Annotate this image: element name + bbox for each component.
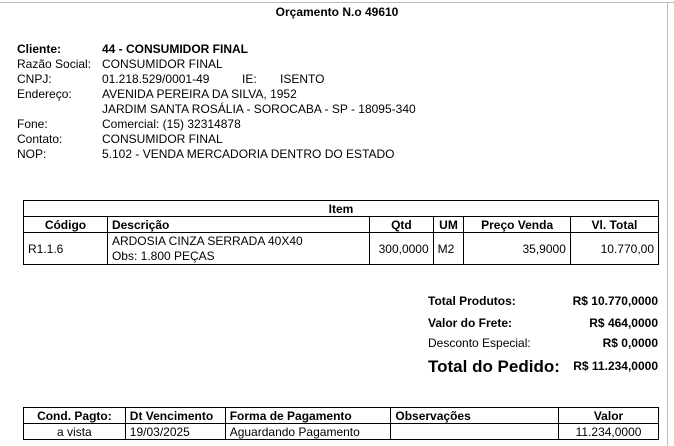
desconto-label: Desconto Especial: bbox=[428, 336, 531, 350]
total-pedido-value: R$ 11.234,0000 bbox=[573, 359, 658, 373]
ie-value: ISENTO bbox=[280, 72, 325, 86]
ie-label: IE: bbox=[242, 72, 257, 86]
total-pedido-label: Total do Pedido: bbox=[428, 357, 560, 376]
pay-venc: 19/03/2025 bbox=[125, 424, 225, 440]
razao-value: CONSUMIDOR FINAL bbox=[102, 57, 223, 71]
razao-label: Razão Social: bbox=[17, 57, 92, 71]
pay-valor: 11.234,0000 bbox=[559, 424, 659, 440]
endereco-label: Endereço: bbox=[17, 87, 72, 101]
desconto-value: R$ 0,0000 bbox=[602, 336, 658, 350]
col-descricao: Descrição bbox=[107, 217, 369, 233]
col-preco: Preço Venda bbox=[464, 217, 571, 233]
table-row bbox=[24, 233, 659, 265]
frete-row bbox=[428, 316, 658, 332]
right-border bbox=[667, 2, 668, 446]
col-um: UM bbox=[433, 217, 464, 233]
endereco-line2: JARDIM SANTA ROSÁLIA - SOROCABA - SP - 18095-340 bbox=[102, 102, 416, 116]
cliente-value: 44 - CONSUMIDOR FINAL bbox=[102, 42, 249, 56]
item-preco: 35,9000 bbox=[464, 233, 571, 265]
item-um: M2 bbox=[433, 233, 464, 265]
col-codigo: Código bbox=[24, 217, 108, 233]
item-descricao-cell bbox=[107, 233, 369, 265]
nop-label: NOP: bbox=[17, 147, 47, 161]
endereco-line1: AVENIDA PEREIRA DA SILVA, 1952 bbox=[102, 87, 297, 101]
table-row bbox=[24, 424, 659, 440]
pay-obs bbox=[391, 424, 559, 440]
items-group-header: Item bbox=[24, 201, 659, 217]
payment-table bbox=[23, 407, 659, 440]
col-total: Vl. Total bbox=[570, 217, 658, 233]
item-total: 10.770,00 bbox=[570, 233, 658, 265]
top-border bbox=[0, 2, 674, 3]
item-qtd: 300,0000 bbox=[370, 233, 434, 265]
cnpj-value: 01.218.529/0001-49 bbox=[102, 72, 210, 86]
items-table bbox=[23, 200, 659, 265]
cnpj-label: CNPJ: bbox=[17, 72, 52, 86]
item-descricao: ARDOSIA CINZA SERRADA 40X40 bbox=[111, 233, 303, 248]
desconto-row bbox=[428, 336, 658, 352]
fone-value: Comercial: (15) 32314878 bbox=[102, 117, 241, 131]
item-codigo: R1.1.6 bbox=[24, 233, 108, 265]
pay-forma: Aguardando Pagamento bbox=[225, 424, 391, 440]
page-title: Orçamento N.o 49610 bbox=[275, 5, 399, 19]
col-cond: Cond. Pagto: bbox=[24, 408, 126, 424]
col-forma: Forma de Pagamento bbox=[225, 408, 391, 424]
frete-label: Valor do Frete: bbox=[428, 316, 513, 330]
nop-value: 5.102 - VENDA MERCADORIA DENTRO DO ESTADO bbox=[102, 147, 395, 161]
total-pedido-row bbox=[428, 357, 658, 377]
col-venc: Dt Vencimento bbox=[125, 408, 225, 424]
frete-value: R$ 464,0000 bbox=[589, 316, 658, 330]
pay-cond: a vista bbox=[24, 424, 126, 440]
total-produtos-label: Total Produtos: bbox=[428, 294, 516, 308]
col-valor: Valor bbox=[559, 408, 659, 424]
contato-label: Contato: bbox=[17, 132, 63, 146]
total-produtos-value: R$ 10.770,0000 bbox=[572, 294, 658, 308]
col-qtd: Qtd bbox=[370, 217, 434, 233]
col-obs: Observações bbox=[391, 408, 559, 424]
contato-value: CONSUMIDOR FINAL bbox=[102, 132, 223, 146]
cliente-label: Cliente: bbox=[17, 42, 62, 56]
total-produtos-row bbox=[428, 294, 658, 310]
fone-label: Fone: bbox=[17, 117, 48, 131]
item-obs: Obs: 1.800 PEÇAS bbox=[111, 248, 215, 263]
